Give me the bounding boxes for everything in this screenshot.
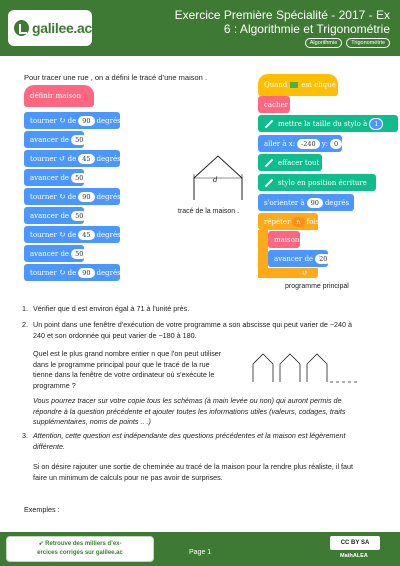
call-maison-block: maison	[268, 231, 300, 248]
define-maison-block	[24, 85, 94, 107]
green-flag-icon	[290, 82, 298, 88]
rotate-icon: ↺	[58, 154, 66, 163]
exercise-title-line2: 6 : Algorithmie et Trigonométrie	[223, 22, 390, 36]
street-house-3	[307, 354, 327, 382]
examples-label: Exemples :	[24, 505, 60, 514]
pen-icon	[264, 178, 274, 188]
page-number: Page 1	[189, 549, 212, 556]
question-3-text: Si on désire rajouter une sortie de cheminée au tracé de la maison pour la rendre plus réaliste, il faut faire un minimum de calculs pour ne pas avoir de surprises.	[33, 462, 354, 482]
street-drawing	[250, 350, 360, 386]
house-drawing	[190, 150, 246, 206]
turn-block: tourner ↺ de 45 degrés	[24, 150, 120, 167]
tag-list	[305, 38, 390, 48]
exercise-title-line1: Exercice Première Spécialité - 2017 - Ex	[174, 8, 390, 22]
street-house-2	[280, 354, 300, 382]
define-name: maison	[55, 92, 81, 100]
clear-block: effacer tout	[258, 154, 322, 171]
galilee-logo[interactable]	[8, 10, 92, 46]
question-1: 1. Vérifier que d est environ égal à 71 à l’unité près.	[22, 304, 190, 313]
turn-block: tourner ↻ de 90 degrés	[24, 188, 120, 205]
street-house-1	[253, 354, 273, 382]
repeat-block: répéter n fois	[258, 213, 318, 230]
rocket-icon: ➶	[38, 541, 46, 547]
house-d-label: d	[213, 176, 218, 184]
pen-icon	[264, 119, 274, 129]
question-2-note: Vous pourrez tracer sur votre copie tous les schémas (à main levée ou non) qui auront permis de répondre à la question précédente et ajouter toutes les informations utiles (valeurs, codages, traits supplémentaires, noms de points .. .)	[33, 396, 346, 426]
pen-down-block: stylo en position écriture	[258, 174, 376, 191]
goto-xy-block: aller à x: -240 y: 0	[258, 135, 342, 152]
rotate-icon: ↻	[58, 116, 66, 125]
mathalea-brand: MathALEA	[340, 553, 368, 559]
turn-block: tourner ↻ de 90 degrés	[24, 112, 120, 129]
move-block: avancer de 20	[268, 250, 328, 267]
point-direction-block: s'orienter à 90 degrés	[258, 194, 354, 211]
move-block: avancer de 50	[24, 245, 84, 262]
intro-text: Pour tracer une rue , on a défini le tracé d’une maison .	[24, 73, 208, 82]
tag-algorithmie[interactable]: Algorithmie	[305, 38, 343, 48]
define-label: définir	[30, 92, 54, 100]
hide-block: cacher	[258, 96, 290, 113]
pen-size-block: mettre la taille du stylo à 1	[258, 115, 398, 132]
question-2: 2. Un point dans une fenêtre d’exécution de votre programme a son abscisse qui peut varier de −240 à 240 et son ordonnée qui peut varier de −180 à 180.	[22, 320, 353, 340]
promo-link[interactable]: ➶ Retrouve des milliers d’ex- ercices corrigés sur galilee.ac	[6, 536, 154, 562]
question-3: 3. Attention, cette question est indépendante des questions précédentes et la maison est légèrement différente.	[22, 431, 346, 451]
cc-license-badge[interactable]: CC BY SA	[330, 536, 380, 550]
when-flag-clicked-block: Quand est cliqué	[258, 74, 338, 96]
loop-arrow-icon: ↺	[302, 269, 308, 277]
rotate-icon: ↻	[58, 192, 66, 201]
move-block: avancer de 50	[24, 207, 84, 224]
program-caption: programme principal	[285, 283, 349, 290]
rotate-icon: ↻	[58, 268, 66, 277]
question-2-prompt: Quel est le plus grand nombre entier n que l’on peut utiliser dans le programme principal pour que le tracé de la rue tienne dans la fenêtre de votre ordinateur où s’exécute le programme ?	[33, 349, 222, 390]
tag-trigonometrie[interactable]: Trigonométrie	[346, 38, 390, 48]
house-caption: tracé de la maison .	[178, 208, 240, 215]
logo-text: galilee.ac	[31, 20, 92, 36]
rotate-icon: ↻	[58, 230, 66, 239]
pen-icon	[264, 158, 274, 168]
repeat-bottom	[258, 268, 318, 278]
move-block: avancer de 50	[24, 131, 84, 148]
galilee-check-icon	[14, 20, 29, 36]
turn-block: tourner ↻ de 45 degrés	[24, 226, 120, 243]
turn-block: tourner ↻ de 90 degrés	[24, 264, 120, 281]
move-block: avancer de 50	[24, 169, 84, 186]
